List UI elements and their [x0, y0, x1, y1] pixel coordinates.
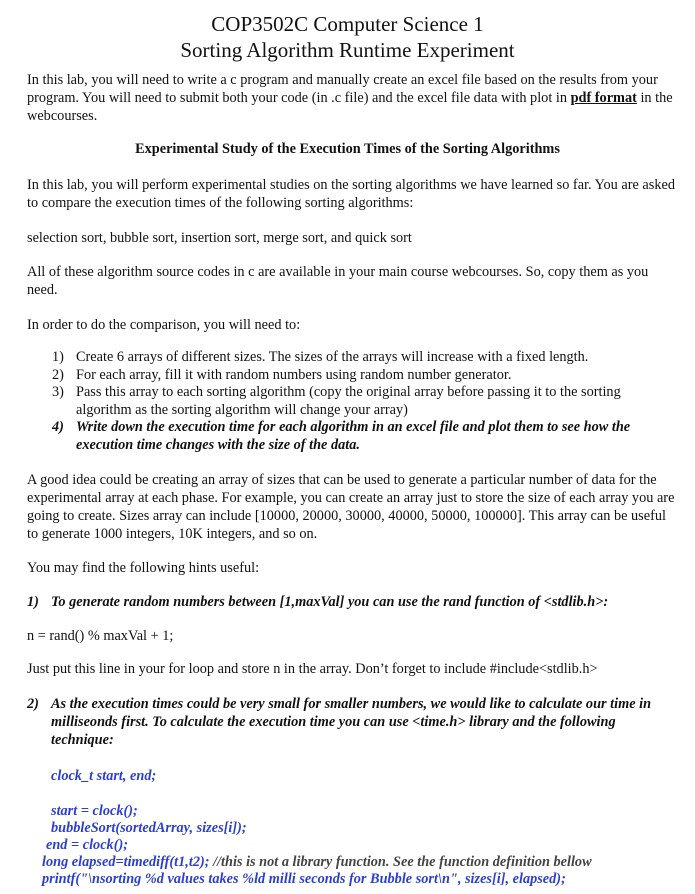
- code-line-2: start = clock();: [51, 803, 138, 819]
- sources-paragraph: All of these algorithm source codes in c are available in your main course webcourses. So, copy them as you need.: [27, 264, 649, 298]
- order-paragraph: In order to do the comparison, you will need to:: [27, 317, 301, 333]
- code-line-1: clock_t start, end;: [51, 768, 157, 784]
- steps-list: [27, 349, 675, 454]
- algorithms-paragraph: selection sort, bubble sort, insertion sort, merge sort, and quick sort: [27, 230, 412, 246]
- hint-2: 2) As the execution times could be very small for smaller numbers, we would like to calculate our time in milliseonds first. To calculate the execution time you can use <time.h> library and the following technique:: [27, 696, 652, 748]
- hint-1: 1) To generate random numbers between [1,maxVal] you can use the rand function of <stdlib.h>:: [27, 594, 609, 610]
- list-item: 1) Create 6 arrays of different sizes. The sizes of the arrays will increase with a fixed length.: [52, 349, 589, 365]
- code-line-5: long elapsed=timediff(t1,t2); //this is not a library function. See the function definition bellow: [42, 854, 592, 870]
- good-idea-paragraph: A good idea could be creating an array of sizes that can be used to generate a particular number of data for the experimental array at each phase. For example, you can create an array just to store the size of each array you are going to create. Sizes array can include [10000, 20000, 30000, 40000, 50000, 100000]. This array can be useful to generate 1000 integers, 10K integers, and so on.: [27, 472, 675, 542]
- doc-title-line2: Sorting Algorithm Runtime Experiment: [180, 38, 515, 62]
- code-comment: //this is not a library function. See the function definition bellow: [209, 854, 592, 870]
- pdf-format-link[interactable]: pdf format: [570, 90, 637, 106]
- code-line-4: end = clock();: [46, 837, 128, 853]
- rand-code-line: n = rand() % maxVal + 1;: [27, 628, 174, 644]
- hints-intro: You may find the following hints useful:: [27, 560, 260, 576]
- section-heading: Experimental Study of the Execution Times of the Sorting Algorithms: [135, 141, 560, 157]
- list-item: 3) Pass this array to each sorting algorithm (copy the original array before passing it to the sorting algorithm as the sorting algorithm will change your array): [52, 384, 621, 418]
- intro-paragraph: [27, 71, 675, 125]
- intro-text-end: in the webcourses.: [27, 90, 673, 124]
- list-item: 2) For each array, fill it with random numbers using random number generator.: [52, 366, 512, 383]
- intro-text: In this lab, you will need to write a c program and manually create an excel file based on the results from your program. You will need to submit both your code (in .c file) and the excel file data with plot in: [27, 72, 658, 106]
- code-line-3: bubbleSort(sortedArray, sizes[i]);: [51, 820, 247, 836]
- list-item: 4) Write down the execution time for each algorithm in an excel file and plot them to see how the execution time changes with the size of the data.: [52, 419, 631, 453]
- loop-paragraph: Just put this line in your for loop and store n in the array. Don’t forget to include #include<stdlib.h>: [27, 661, 598, 677]
- doc-title-line1: COP3502C Computer Science 1: [211, 12, 484, 36]
- code-line-6: printf("\nsorting %d values takes %ld milli seconds for Bubble sort\n", sizes[i], elapsed);: [42, 871, 566, 887]
- study-paragraph: In this lab, you will perform experimental studies on the sorting algorithms we have learned so far. You are asked to compare the execution times of the following sorting algorithms:: [27, 177, 675, 211]
